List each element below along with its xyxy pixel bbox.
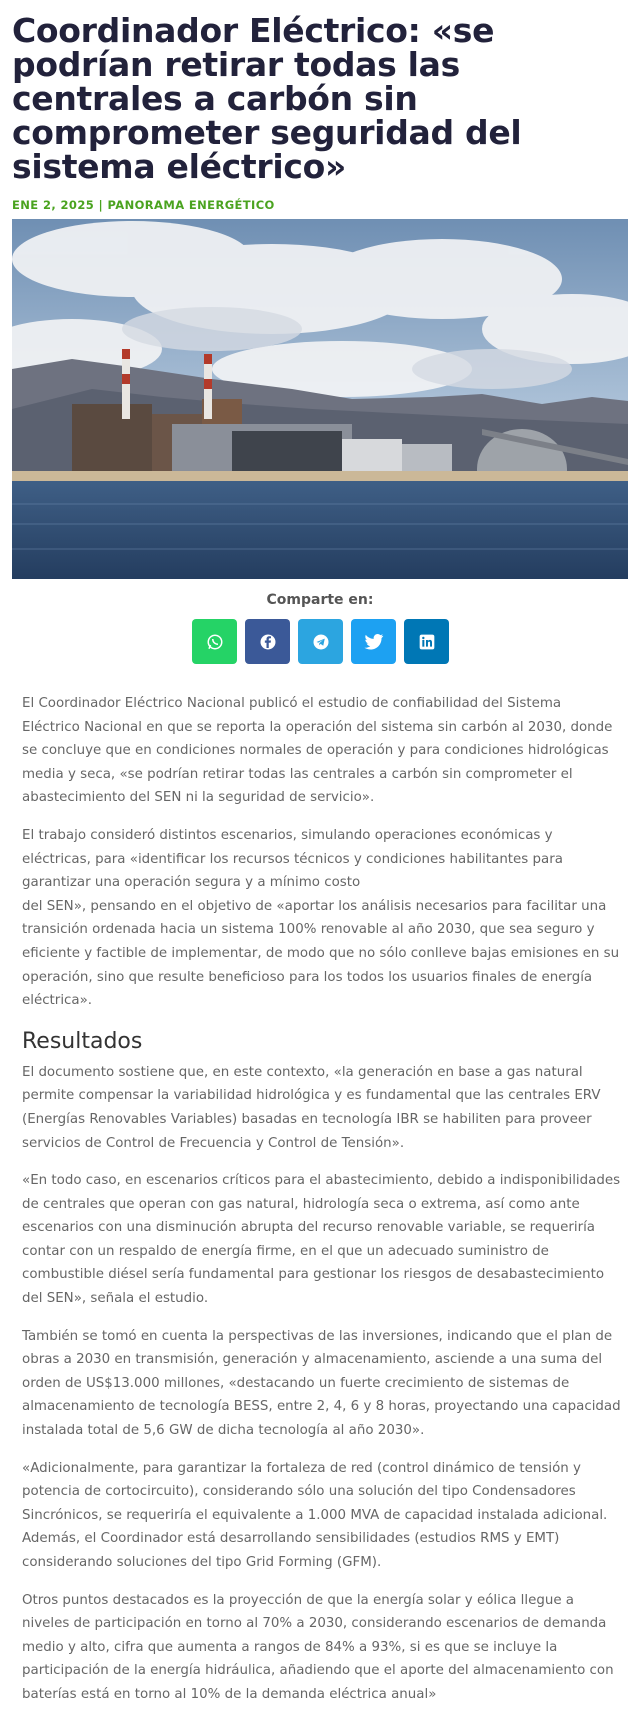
share-linkedin-button[interactable] [404,619,449,664]
share-label: Comparte en: [266,592,374,608]
whatsapp-icon [206,633,224,651]
paragraph-7: Otros puntos destacados es la proyección de que la energía solar y eólica llegue a niveles de participación en torno al 70% a 2030, considerando escenarios de demanda medio y alto, cifra que aumenta a rangos de 84% a 93%, si es que se incluye la participación de la energía hidráulica, añadiendo que el aporte del almacenamiento con baterías está en torno al 10% de la demanda eléctrica anual» [22,1592,614,1702]
section-heading-resultados: Resultados [22,1028,143,1054]
share-telegram-button[interactable] [298,619,343,664]
share-facebook-button[interactable] [245,619,290,664]
paragraph-3: El documento sostiene que, en este contexto, «la generación en base a gas natural permite compensar la variabilidad hidrológica y es fundamental que las centrales ERV (Energías Renovables Variables) basadas en tecnología IBR se habiliten para proveer servicios de Control de Frecuencia y Control de Tensión». [22,1064,601,1151]
telegram-icon [312,633,330,651]
share-whatsapp-button[interactable] [192,619,237,664]
twitter-icon [364,633,384,651]
paragraph-4: «En todo caso, en escenarios críticos para el abastecimiento, debido a indisponibilidades de centrales que operan con gas natural, hidrología seca o extrema, así como ante escenarios con una disminución abrupta del recurso renovable variable, se requeriría contar con un respaldo de energía firme, en el que un adecuado suministro de combustible diésel sería fundamental para gestionar los riesgos de desabastecimiento del SEN», señala el estudio. [22,1173,621,1307]
paragraph-2 [22,824,622,1013]
paragraph-5: También se tomó en cuenta la perspectivas de las inversiones, indicando que el plan de obras a 2030 en transmisión, generación y almacenamiento, asciende a una suma del orden de US$13.000 millones, «destacando un fuerte crecimiento de sistemas de almacenamiento de tecnología BESS, entre 2, 4, 6 y 8 horas, proyectando una capacidad instalada total de 5,6 GW de dicha tecnología al año 2030». [22,1328,621,1439]
linkedin-icon [419,634,435,650]
paragraph-6: «Adicionalmente, para garantizar la fortaleza de red (control dinámico de tensión y potencia de cortocircuito), considerando sólo una solución del tipo Condensadores Sincrónicos, se requeriría el equivalente a 1.000 MVA de capacidad instalada adicional. Además, el Coordinador está desarrollando sensibilidades (estudios RMS y EMT) considerando soluciones del tipo Grid Forming (GFM). [22,1460,608,1570]
share-twitter-button[interactable] [351,619,396,664]
paragraph-2a: El trabajo consideró distintos escenarios, simulando operaciones económicas y eléctricas, para «identificar los recursos técnicos y condiciones habilitantes para garantizar una operación segura y a mínimo costo [22,827,563,891]
paragraph-1: El Coordinador Eléctrico Nacional publicó el estudio de confiabilidad del Sistema Eléctrico Nacional en que se reporta la operación del sistema sin carbón al 2030, donde se concluye que en condiciones normales de operación y para condiciones hidrológicas media y seca, «se podrían retirar todas las centrales a carbón sin comprometer el abastecimiento del SEN ni la seguridad de servicio». [22,696,613,806]
paragraph-2b: del SEN», pensando en el objetivo de «aportar los análisis necesarios para facilitar una transición ordenada hacia un sistema 100% renovable al año 2030, que sea seguro y eficiente y factible de implementar, de modo que no sólo conlleve bajas emisiones en su operación, sino que resulte beneficioso para los todos los usuarios finales de energía eléctrica». [22,898,620,1009]
facebook-icon [259,633,277,651]
share-buttons [192,619,449,664]
featured-image [12,219,628,579]
post-meta[interactable]: ENE 2, 2025 | PANORAMA ENERGÉTICO [12,198,275,212]
article-body [22,692,622,1721]
page-title: Coordinador Eléctrico: «se podrían retirar todas las centrales a carbón sin comprometer seguridad del sistema eléctrico» [12,11,522,186]
article-header [12,0,628,212]
